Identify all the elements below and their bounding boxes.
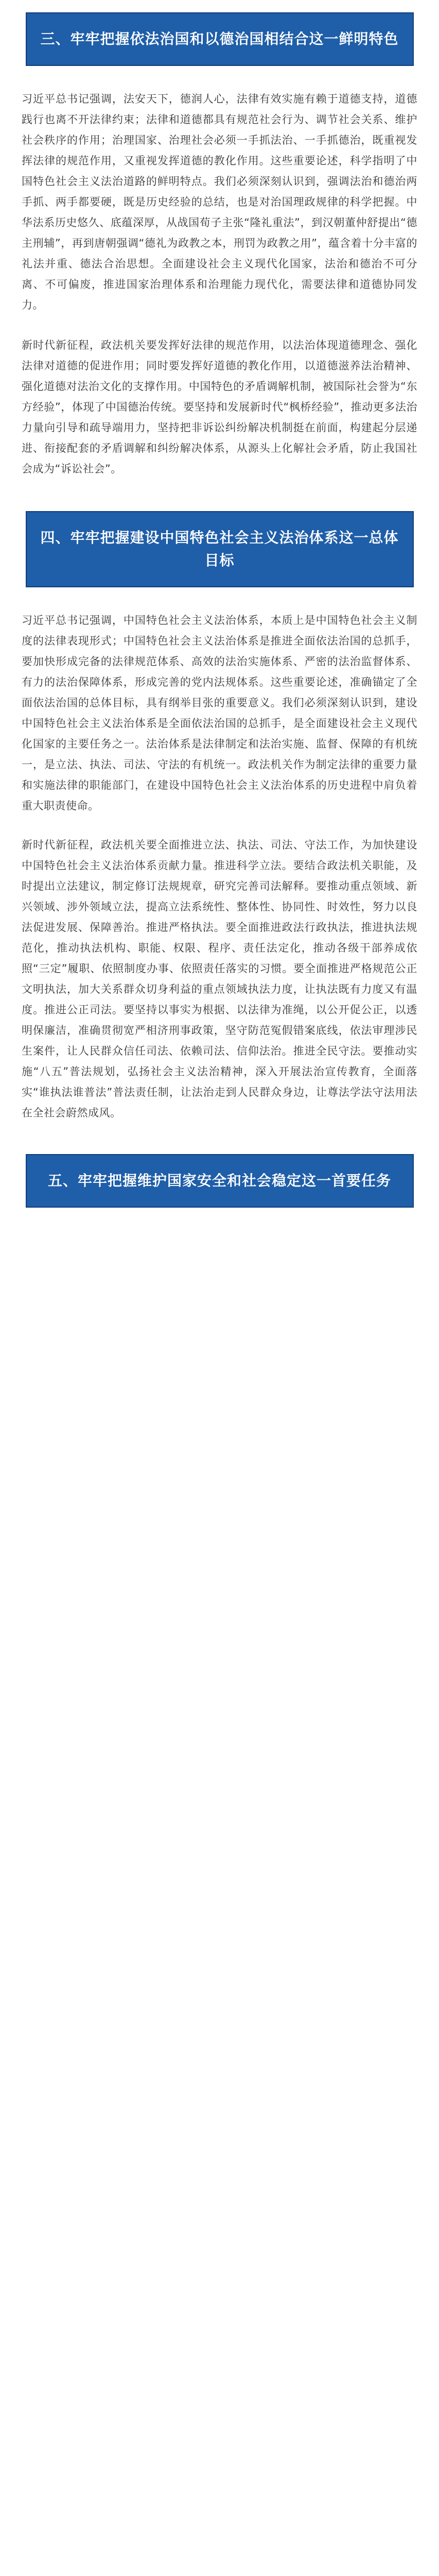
section-heading: 三、牢牢把握依法治国和以德治国相结合这一鲜明特色 xyxy=(26,12,414,66)
section-five xyxy=(0,1142,439,1230)
section-four xyxy=(0,499,439,1123)
section-heading-wrap xyxy=(22,1142,417,1230)
body-paragraph: 新时代新征程，政法机关要全面推进立法、执法、司法、守法工作，为加快建设中国特色社会主义法治体系贡献力量。推进科学立法。要结合政法机关职能，及时提出立法建议，制定修订法规规章，研究完善司法解释。要推动重点领域、新兴领域、涉外领域立法，提高立法系统性、整体性、协同性、时效性，努力以良法促进发展、保障善治。推进严格执法。要全面推进政法行政执法，推进执法规范化，推动执法机构、职能、权限、程序、责任法定化，推动各级干部养成依照“三定”履职、依照制度办事、依照责任落实的习惯。要全面推进严格规范公正文明执法，加大关系群众切身利益的重点领域执法力度，让执法既有力度又有温度。推进公正司法。要坚持以事实为根据、以法律为准绳，以公开促公正，以透明保廉洁，准确贯彻宽严相济刑事政策，坚守防范冤假错案底线，依法审理涉民生案件，让人民群众信任司法、依赖司法、信仰法治。推进全民守法。要推动实施“八五”普法规划，弘扬社会主义法治精神，深入开展法治宣传教育，全面落实“谁执法谁普法”普法责任制，让法治走到人民群众身边，让尊法学法守法用法在全社会蔚然成风。 xyxy=(22,839,417,1119)
section-heading: 五、牢牢把握维护国家安全和社会稳定这一首要任务 xyxy=(26,1154,414,1208)
body-paragraph: 习近平总书记强调，中国特色社会主义法治体系，本质上是中国特色社会主义制度的法律表现形式；中国特色社会主义法治体系是推进全面依法治国的总抓手，要加快形成完备的法律规范体系、高效的法治实施体系、严密的法治监督体系、有力的法治保障体系，形成完善的党内法规体系。这些重要论述，准确锚定了全面依法治国的总体目标，具有纲举目张的重要意义。我们必须深刻认识到，建设中国特色社会主义法治体系是全面依法治国的总抓手，是全面建设社会主义现代化国家的主要任务之一。法治体系是法律制定和法治实施、监督、保障的有机统一，是立法、执法、司法、守法的有机统一。政法机关作为制定法律的重要力量和实施法律的职能部门，在建设中国特色社会主义法治体系的历史进程中肩负着重大职责使命。 xyxy=(22,614,417,812)
body-paragraph: 习近平总书记强调，法安天下，德润人心，法律有效实施有赖于道德支持，道德践行也离不开法律约束；法律和道德都具有规范社会行为、调节社会关系、维护社会秩序的作用；治理国家、治理社会必须一手抓法治、一手抓德治，既重视发挥法律的规范作用，又重视发挥道德的教化作用。这些重要论述，科学指明了中国特色社会主义法治道路的鲜明特点。我们必须深刻认识到，强调法治和德治两手抓、两手都要硬，既是历史经验的总结，也是对治国理政规律的科学把握。中华法系历史悠久、底蕴深厚，从战国荀子主张“隆礼重法”，到汉朝董仲舒提出“德主刑辅”，再到唐朝强调“德礼为政教之本，刑罚为政教之用”，蕴含着十分丰富的礼法并重、德法合治思想。全面建设社会主义现代化国家，法治和德治不可分离、不可偏废，推进国家治理体系和治理能力现代化，需要法律和道德协同发力。 xyxy=(22,93,417,311)
section-three xyxy=(0,0,439,479)
body-paragraph: 新时代新征程，政法机关要发挥好法律的规范作用，以法治体现道德理念、强化法律对道德的促进作用；同时要发挥好道德的教化作用，以道德滋养法治精神、强化道德对法治文化的支撑作用。中国特色的矛盾调解机制，被国际社会誉为“东方经验”，体现了中国德治传统。要坚持和发展新时代“枫桥经验”，推动更多法治力量向引导和疏导端用力，坚持把非诉讼纠纷解决机制挺在前面，构建起分层递进、衔接配套的矛盾调解和纠纷解决体系，从源头上化解社会矛盾，防止我国社会成为“诉讼社会”。 xyxy=(22,339,417,475)
section-heading-wrap xyxy=(22,0,417,89)
section-heading-wrap xyxy=(22,499,417,610)
section-heading: 四、牢牢把握建设中国特色社会主义法治体系这一总体目标 xyxy=(26,511,414,587)
